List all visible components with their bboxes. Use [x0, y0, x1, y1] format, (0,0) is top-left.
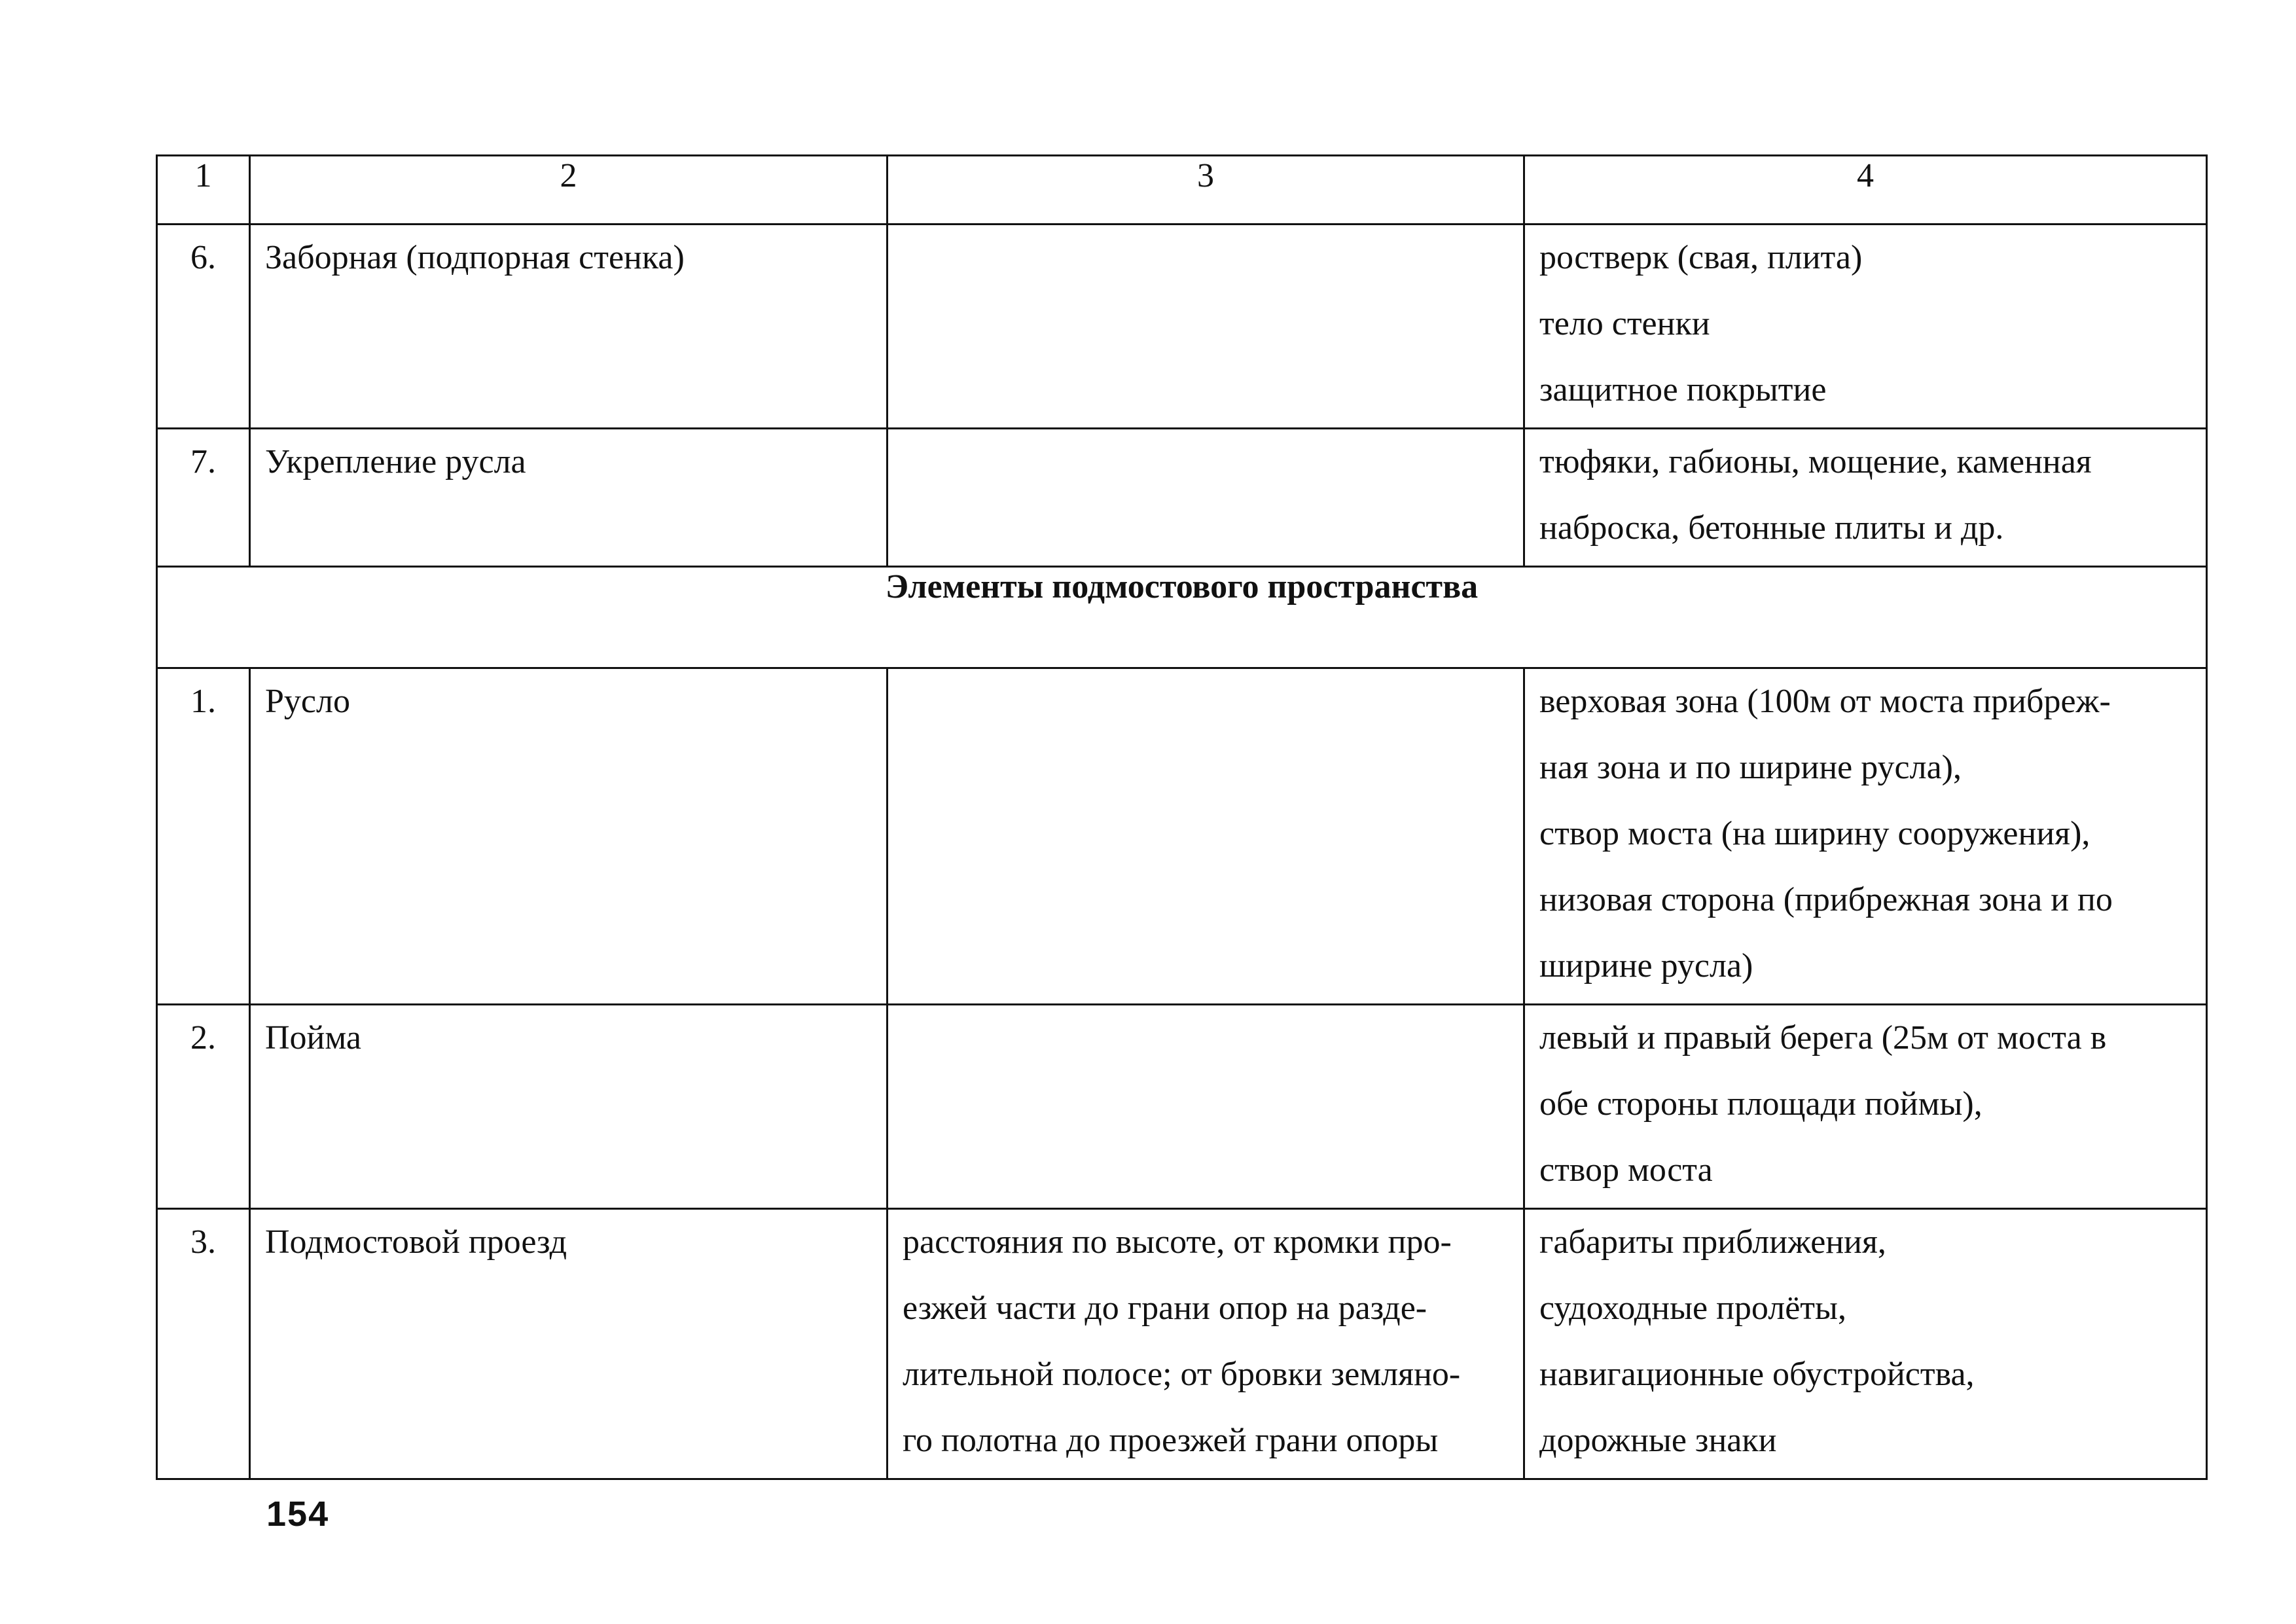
- column-3-cell-line: го полотна до проезжей грани опоры: [903, 1422, 1439, 1459]
- column-4-cell-line: наброска, бетонные плиты и др.: [1539, 509, 2004, 547]
- column-4-cell-line: тело стенки: [1539, 305, 1710, 342]
- table-row: [157, 429, 2207, 567]
- section-row: [157, 567, 2207, 668]
- column-4-cell-line: ростверк (свая, плита): [1539, 239, 1863, 276]
- table-row: [157, 1209, 2207, 1479]
- column-4-cell-line: верховая зона (100м от моста прибреж-: [1539, 683, 2111, 720]
- table-row: [157, 1005, 2207, 1209]
- header-col-3: 3: [888, 156, 1524, 225]
- column-4-cell-line: тюфяки, габионы, мощение, каменная: [1539, 443, 2092, 480]
- element-name-cell: [250, 429, 888, 567]
- column-4-cell: [1524, 225, 2207, 429]
- row-number-cell: [157, 668, 250, 1005]
- column-3-cell: [888, 668, 1524, 1005]
- column-3-cell: [888, 1209, 1524, 1479]
- element-name: Заборная (подпорная стенка): [265, 239, 685, 276]
- document-table: [156, 154, 2208, 1480]
- column-4-cell-line: ширине русла): [1539, 947, 1753, 984]
- column-3-cell: [888, 225, 1524, 429]
- header-col-4: 4: [1524, 156, 2207, 225]
- element-name-cell: [250, 225, 888, 429]
- row-number: 3.: [190, 1223, 216, 1261]
- column-4-cell: [1524, 429, 2207, 567]
- column-3-cell: [888, 429, 1524, 567]
- element-name: Укрепление русла: [265, 443, 526, 480]
- element-name-cell: [250, 1005, 888, 1209]
- column-4-cell-line: судоходные пролёты,: [1539, 1290, 1846, 1327]
- column-4-cell: [1524, 1005, 2207, 1209]
- table-header-row: [157, 156, 2207, 225]
- column-4-cell-line: дорожные знаки: [1539, 1422, 1777, 1459]
- row-number: 7.: [190, 443, 216, 480]
- column-4-cell-line: низовая сторона (прибрежная зона и по: [1539, 881, 2113, 918]
- column-3-cell-line: лительной полосе; от бровки земляно-: [903, 1356, 1461, 1393]
- row-number-cell: [157, 1209, 250, 1479]
- row-number-cell: [157, 225, 250, 429]
- element-name: Подмостовой проезд: [265, 1223, 567, 1261]
- column-4-cell-line: левый и правый берега (25м от моста в: [1539, 1019, 2107, 1056]
- column-4-cell-line: створ моста: [1539, 1151, 1713, 1189]
- table-row: [157, 225, 2207, 429]
- element-name-cell: [250, 1209, 888, 1479]
- column-4-cell: [1524, 668, 2207, 1005]
- column-3-cell-line: езжей части до грани опор на разде-: [903, 1290, 1427, 1327]
- column-4-cell-line: обе стороны площади поймы),: [1539, 1085, 1982, 1123]
- column-4-cell-line: створ моста (на ширину сооружения),: [1539, 815, 2090, 852]
- header-col-1: 1: [157, 156, 250, 225]
- header-col-2: 2: [250, 156, 888, 225]
- column-4-cell-line: габариты приближения,: [1539, 1223, 1886, 1261]
- column-3-cell-line: расстояния по высоте, от кромки про-: [903, 1223, 1452, 1261]
- row-number: 2.: [190, 1019, 216, 1056]
- page-number: 154: [266, 1494, 330, 1534]
- element-name: Русло: [265, 683, 350, 720]
- row-number-cell: [157, 429, 250, 567]
- column-4-cell-line: навигационные обустройства,: [1539, 1356, 1975, 1393]
- section-title: Элементы подмостового пространства: [157, 567, 2207, 668]
- element-name-cell: [250, 668, 888, 1005]
- row-number: 1.: [190, 683, 216, 720]
- column-4-cell-line: защитное покрытие: [1539, 371, 1827, 408]
- column-4-cell-line: ная зона и по ширине русла),: [1539, 749, 1962, 786]
- column-4-cell: [1524, 1209, 2207, 1479]
- table-row: [157, 668, 2207, 1005]
- row-number-cell: [157, 1005, 250, 1209]
- column-3-cell: [888, 1005, 1524, 1209]
- row-number: 6.: [190, 239, 216, 276]
- element-name: Пойма: [265, 1019, 362, 1056]
